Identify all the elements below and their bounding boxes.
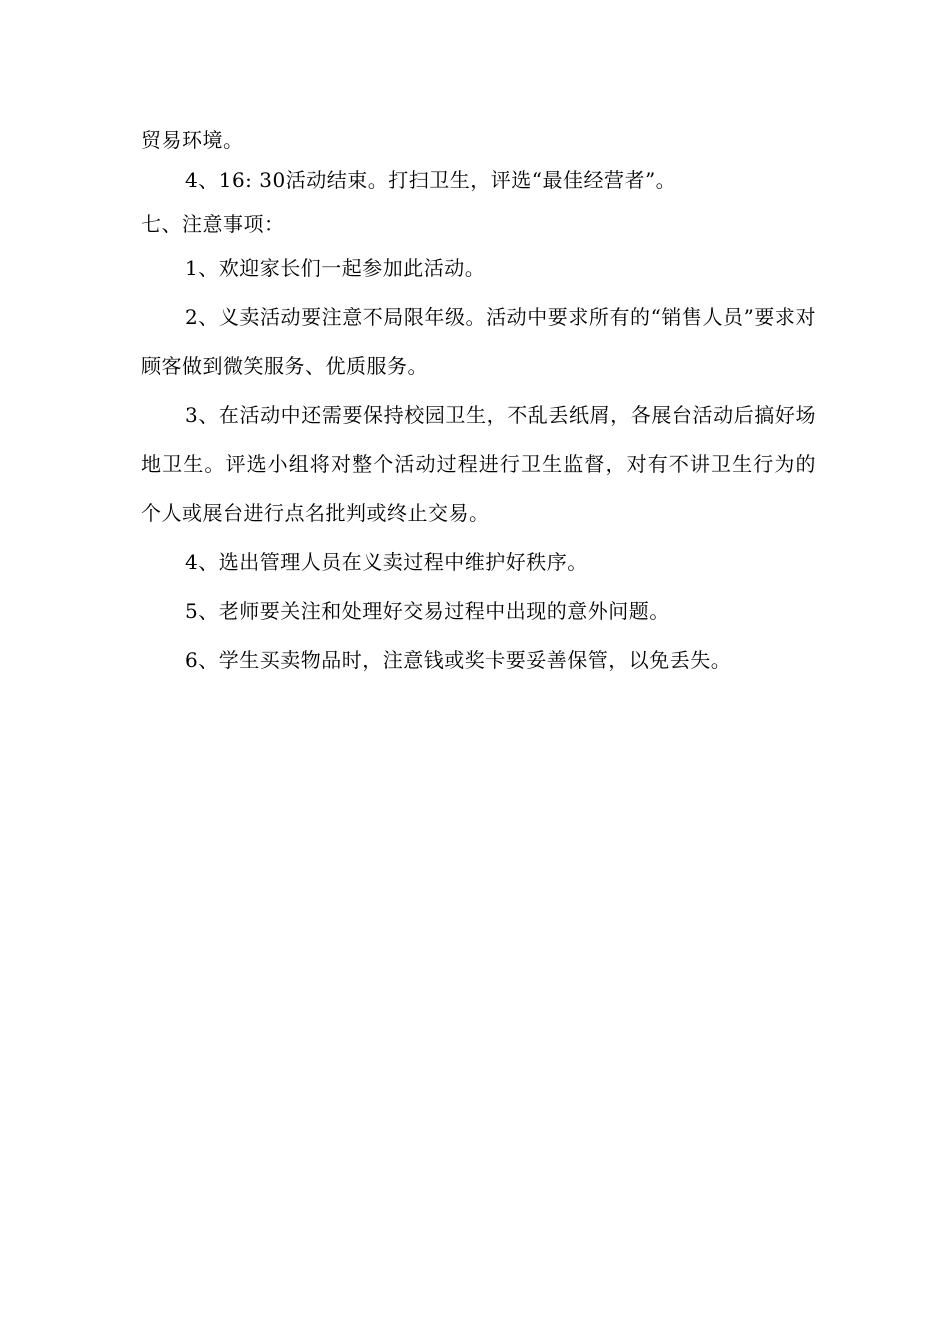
section-heading-notes: 七、注意事项：: [141, 212, 285, 236]
note-item-2: 2、义卖活动要注意不局限年级。活动中要求所有的“销售人员”要求对顾客做到微笑服务、优质服务。: [141, 305, 816, 378]
note-item-3: 3、在活动中还需要保持校园卫生，不乱丢纸屑，各展台活动后搞好场地卫生。评选小组将对整个活动过程进行卫生监督，对有不讲卫生行为的个人或展台进行点名批判或终止交易。: [141, 403, 816, 525]
paragraph-continuation: 贸易环境。: [141, 128, 244, 152]
note-item-5: 5、老师要关注和处理好交易过程中出现的意外问题。: [185, 599, 670, 623]
note-item-6: 6、学生买卖物品时，注意钱或奖卡要妥善保管，以免丢失。: [185, 648, 732, 672]
document-body: [141, 120, 816, 685]
note-item-4: 4、选出管理人员在义卖过程中维护好秩序。: [185, 550, 588, 574]
note-item-1: 1、欢迎家长们一起参加此活动。: [185, 256, 486, 280]
paragraph-activity-end: 4、16: 30活动结束。打扫卫生，评选“最佳经营者”。: [185, 168, 677, 192]
